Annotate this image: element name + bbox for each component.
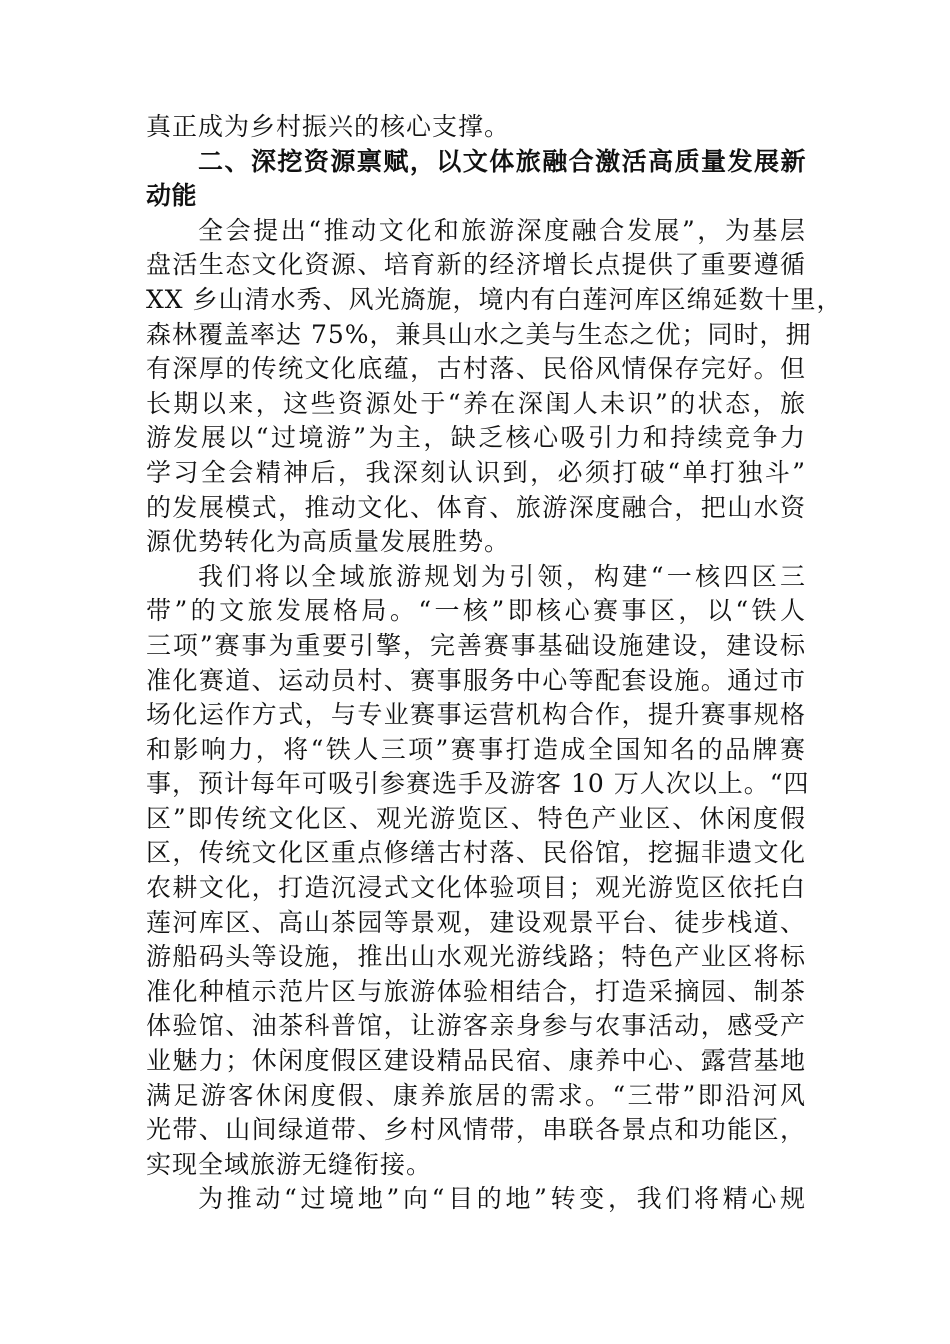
text-line: 满足游客休闲度假、康养旅居的需求。“三带”即沿河风	[146, 1080, 806, 1110]
text-line: XX 乡山清水秀、风光旖旎，境内有白莲河库区绵延数十里，	[146, 284, 843, 314]
paragraph-tourism-layout	[146, 560, 810, 1183]
text-line: 体验馆、油茶科普馆，让游客亲身参与农事活动，感受产	[146, 1011, 806, 1041]
text-line: 森林覆盖率达 75%，兼具山水之美与生态之优；同时，拥	[146, 319, 812, 349]
text-line: 的发展模式，推动文化、体育、旅游深度融合，把山水资	[146, 492, 806, 522]
text-line: 源优势转化为高质量发展胜势。	[146, 527, 511, 557]
text-line: 长期以来，这些资源处于“养在深闺人未识”的状态，旅	[146, 388, 806, 418]
heading-line: 动能	[146, 181, 198, 211]
text-line: 全会提出“推动文化和旅游深度融合发展”，为基层	[198, 215, 806, 245]
text-line: 学习全会精神后，我深刻认识到，必须打破“单打独斗”	[146, 457, 806, 487]
paragraph-plenum	[146, 214, 843, 560]
text-line: 事，预计每年可吸引参赛选手及游客 10 万人次以上。“四	[146, 769, 810, 799]
text-line: 真正成为乡村振兴的核心支撑。	[146, 112, 511, 141]
section-heading	[146, 145, 806, 214]
paragraph-destination	[146, 1182, 806, 1217]
document-body	[146, 110, 843, 1217]
text-line: 实现全域旅游无缝衔接。	[146, 1149, 433, 1179]
text-line: 带”的文旅发展格局。“一核”即核心赛事区，以“铁人	[146, 596, 806, 626]
text-line: 莲河库区、高山茶园等景观，建设观景平台、徒步栈道、	[146, 907, 806, 937]
text-line: 业魅力；休闲度假区建设精品民宿、康养中心、露营基地	[146, 1046, 806, 1076]
text-line: 有深厚的传统文化底蕴，古村落、民俗风情保存完好。但	[146, 354, 806, 384]
text-line: 游船码头等设施，推出山水观光游线路；特色产业区将标	[146, 942, 806, 972]
text-line: 盘活生态文化资源、培育新的经济增长点提供了重要遵循	[146, 250, 806, 280]
text-line: 场化运作方式，与专业赛事运营机构合作，提升赛事规格	[146, 700, 806, 730]
text-line: 为推动“过境地”向“目的地”转变，我们将精心规	[198, 1184, 806, 1214]
paragraph-continuation	[146, 110, 806, 145]
text-line: 准化赛道、运动员村、赛事服务中心等配套设施。通过市	[146, 665, 806, 695]
heading-line: 二、深挖资源禀赋，以文体旅融合激活高质量发展新	[198, 146, 806, 176]
text-line: 区”即传统文化区、观光游览区、特色产业区、休闲度假	[146, 803, 806, 833]
text-line: 我们将以全域旅游规划为引领，构建“一核四区三	[198, 561, 806, 591]
text-line: 和影响力，将“铁人三项”赛事打造成全国知名的品牌赛	[146, 734, 806, 764]
text-line: 区，传统文化区重点修缮古村落、民俗馆，挖掘非遗文化	[146, 838, 806, 868]
text-line: 准化种植示范片区与旅游体验相结合，打造采摘园、制茶	[146, 976, 806, 1006]
text-line: 光带、山间绿道带、乡村风情带，串联各景点和功能区，	[146, 1115, 806, 1145]
text-line: 农耕文化，打造沉浸式文化体验项目；观光游览区依托白	[146, 873, 806, 903]
text-line: 游发展以“过境游”为主，缺乏核心吸引力和持续竞争力	[146, 423, 806, 453]
text-line: 三项”赛事为重要引擎，完善赛事基础设施建设，建设标	[146, 630, 806, 660]
